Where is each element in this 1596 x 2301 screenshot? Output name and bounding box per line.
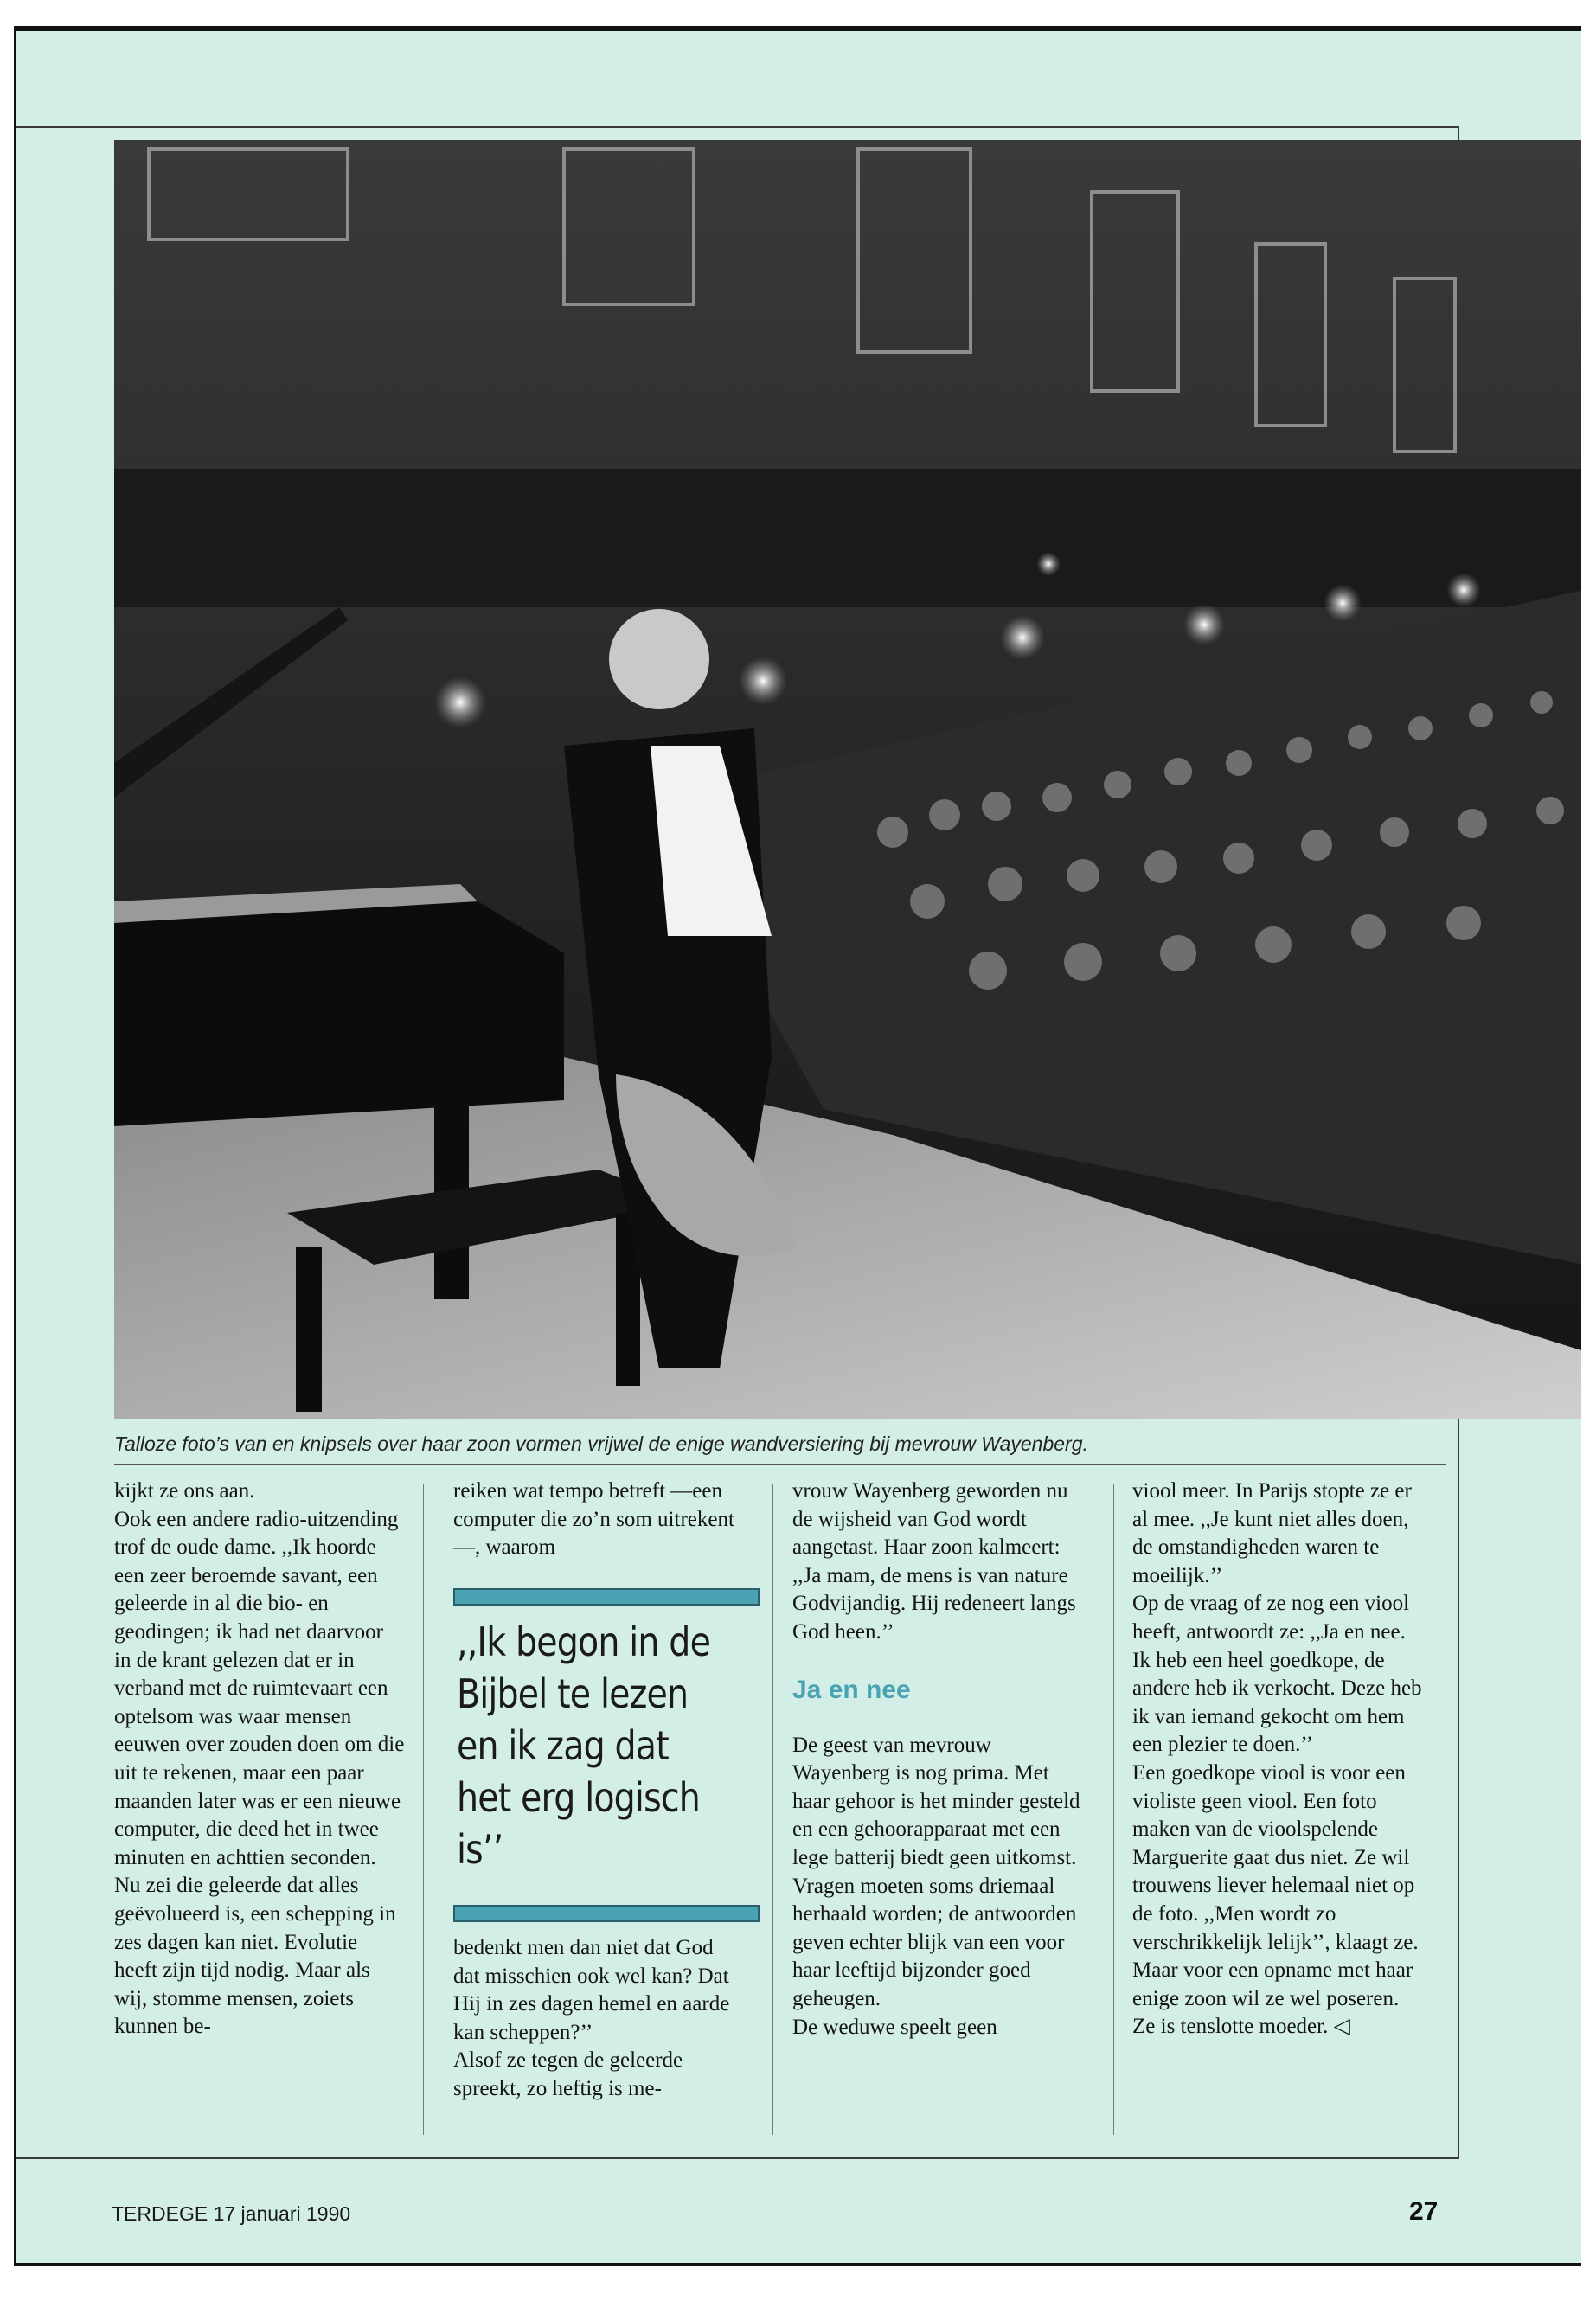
scan-margin-left xyxy=(0,0,14,2301)
photo-caption: Talloze foto’s van en knipsels over haar zoon vormen vrijwel de enige wandversiering bij mevrouw Wayenberg. xyxy=(114,1433,1088,1455)
paragraph: viool meer. In Parijs stopte ze er al mee. ,,Je kunt niet alles doen, de omstandigheden waren te moeilijk.’’ xyxy=(1132,1479,1412,1587)
caption-rule xyxy=(114,1464,1446,1465)
pull-quote-bar-top xyxy=(453,1588,760,1606)
article-column-1 xyxy=(114,1477,405,2041)
page-number: 27 xyxy=(1409,2197,1439,2226)
column-divider xyxy=(1113,1484,1114,2135)
article-column-4 xyxy=(1132,1477,1423,2041)
paragraph: Op de vraag of ze nog een viool heeft, antwoordt ze: ,,Ja en nee. Ik heb een heel goedkope, de andere heb ik verkocht. Deze heb ik van iemand gekocht om hem een plezier te doen.’’ xyxy=(1132,1592,1422,1757)
concert-photo xyxy=(114,140,1581,1419)
bottom-rule xyxy=(16,2157,1459,2159)
section-subhead: Ja en nee xyxy=(792,1675,911,1704)
pull-quote-bar-bottom xyxy=(453,1905,760,1922)
top-rule xyxy=(16,126,1459,128)
article-column-2-continued xyxy=(453,1934,744,2104)
paragraph: kijkt ze ons aan. xyxy=(114,1479,255,1503)
paragraph: Ook een andere radio-uitzending trof de oude dame. ,,Ik hoorde een zeer beroemde savant, een geleerde in al die bio- en geodingen; ik had net daarvoor in de krant gelezen dat er in verband met de ruimtevaart een optelsom was waar mensen eeuwen over zouden doen om die uit te rekenen, maar een paar maanden later was er een nieuwe computer, die deed het in twee minuten en achttien seconden. Nu zei die geleerde dat alles geëvolueerd is, een schepping in zes dagen kan niet. Evolutie heeft zijn tijd nodig. Maar als wij, stomme mensen, zoiets kunnen be- xyxy=(114,1507,405,2039)
article-column-3 xyxy=(792,1477,1083,2041)
paragraph: De weduwe speelt geen xyxy=(792,2015,997,2039)
paragraph: Een goedkope viool is voor een violiste geen viool. Een foto maken van de vioolspelende Marguerite gaat dus niet. Ze wil trouwens liever helemaal niet op de foto. ,,Men wordt zo verschrikkelijk lelijk’’, klaagt ze. Maar voor een opname met haar enige zoon wil ze wel poseren. Ze is tenslotte moeder. ◁ xyxy=(1132,1760,1419,2039)
magazine-issue-label: TERDEGE 17 januari 1990 xyxy=(112,2202,351,2225)
paragraph: bedenkt men dan niet dat God dat misschien ook wel kan? Dat Hij in zes dagen hemel en aarde kan scheppen?’’ xyxy=(453,1936,730,2044)
paragraph: vrouw Wayenberg geworden nu de wijsheid van God wordt aangetast. Haar zoon kalmeert: ,,Ja mam, de mens is van nature Godvijandig. Hij redeneert langs God heen.’’ xyxy=(792,1479,1076,1644)
paragraph: Alsof ze tegen de geleerde spreekt, zo heftig is me- xyxy=(453,2048,683,2100)
column-divider xyxy=(772,1484,773,2135)
pull-quote: ,,Ik begon in de Bijbel te lezen en ik zag dat het erg logisch is’’ xyxy=(457,1618,711,1873)
column-divider xyxy=(423,1484,424,2135)
article-column-2 xyxy=(453,1477,744,1562)
paragraph: reiken wat tempo betreft —een computer die zo’n som uitrekent—, waarom xyxy=(453,1479,734,1560)
concert-photo-illustration xyxy=(114,140,1581,1419)
paragraph: De geest van mevrouw Wayenberg is nog prima. Met haar gehoor is het minder gesteld en een gehoorapparaat met een lege batterij biedt geen uitkomst. Vragen moeten soms driemaal herhaald worden; de antwoorden geven echter blijk van een voor haar leeftijd bijzonder goed geheugen. xyxy=(792,1733,1080,2010)
scan-margin-bottom xyxy=(0,2266,1596,2301)
magazine-page xyxy=(14,26,1581,2268)
